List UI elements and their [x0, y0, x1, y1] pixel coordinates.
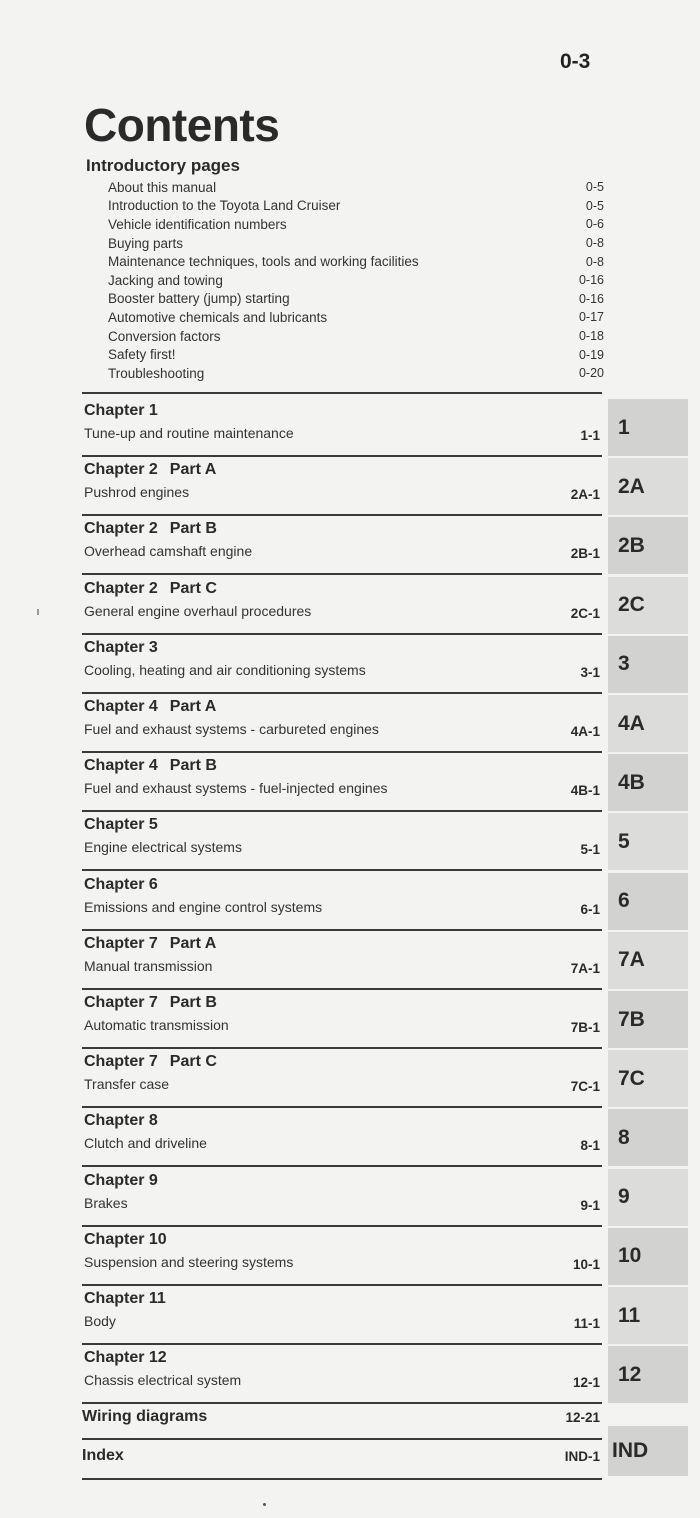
- chapter-number: Chapter 5: [84, 816, 158, 834]
- chapter-part: Part B: [169, 520, 217, 538]
- chapter-heading: [84, 935, 216, 953]
- thumb-tab[interactable]: [608, 1109, 688, 1166]
- chapter-number: Chapter 3: [84, 638, 158, 656]
- chapter-part: Part B: [169, 994, 217, 1011]
- print-speck: [37, 609, 39, 615]
- chapter-description: Transfer case: [84, 1076, 170, 1093]
- chapter-page: 7B-1: [570, 1020, 600, 1035]
- thumb-tab[interactable]: [608, 1169, 688, 1226]
- chapter-page: 6-1: [580, 901, 600, 917]
- chapter-row[interactable]: [82, 694, 602, 753]
- intro-item-label: Conversion factors: [108, 328, 221, 344]
- intro-list: [108, 178, 604, 383]
- intro-item[interactable]: [108, 271, 604, 290]
- chapter-number: Chapter 10: [84, 1230, 167, 1248]
- chapter-heading: [84, 1231, 167, 1249]
- index-row[interactable]: [82, 1445, 602, 1475]
- chapter-number: Chapter 4: [84, 698, 158, 715]
- thumb-tab-label: 10: [618, 1244, 642, 1268]
- chapter-heading: [84, 757, 217, 775]
- chapter-page: 7A-1: [570, 960, 600, 976]
- chapter-row[interactable]: [82, 516, 602, 575]
- chapter-row[interactable]: [82, 1049, 602, 1108]
- chapter-heading: [84, 402, 158, 420]
- chapter-description: Overhead camshaft engine: [84, 543, 253, 560]
- chapter-heading: [84, 520, 217, 538]
- chapter-page: 11-1: [573, 1316, 600, 1331]
- chapter-row[interactable]: [82, 990, 602, 1049]
- thumb-tab-label: 2C: [618, 593, 645, 617]
- chapter-description: Cooling, heating and air conditioning systems: [84, 661, 366, 678]
- intro-item-page: 0-20: [578, 366, 604, 381]
- intro-item-page: 0-8: [585, 236, 604, 251]
- chapter-number: Chapter 12: [84, 1349, 167, 1367]
- chapter-heading: [84, 876, 158, 894]
- thumb-tab[interactable]: [608, 813, 688, 870]
- chapter-number: Chapter 9: [84, 1171, 158, 1189]
- intro-item-label: Buying parts: [108, 235, 184, 251]
- chapter-page: 3-1: [580, 664, 600, 680]
- intro-item-page: 0-8: [585, 254, 604, 269]
- chapter-row[interactable]: [82, 872, 602, 931]
- chapter-description: Pushrod engines: [84, 484, 190, 501]
- chapter-number: Chapter 7: [84, 934, 158, 952]
- chapter-page: 7C-1: [570, 1079, 600, 1095]
- chapter-heading: [84, 1172, 158, 1190]
- chapter-number: Chapter 2: [84, 461, 158, 479]
- intro-item-page: 0-19: [578, 347, 604, 362]
- chapter-row[interactable]: [82, 812, 602, 871]
- chapter-row[interactable]: [82, 1286, 602, 1345]
- chapter-page: 4B-1: [570, 783, 600, 799]
- thumb-tab[interactable]: [608, 754, 688, 811]
- intro-item-page: 0-16: [578, 291, 604, 306]
- chapter-row[interactable]: [82, 753, 602, 812]
- chapter-row[interactable]: [82, 931, 602, 990]
- chapter-heading: [84, 816, 158, 834]
- chapter-number: Chapter 7: [84, 994, 158, 1011]
- intro-item-label: Booster battery (jump) starting: [108, 291, 290, 307]
- chapter-heading: [84, 461, 216, 479]
- index-page: IND-1: [564, 1449, 600, 1465]
- thumb-tab[interactable]: [608, 517, 688, 574]
- thumb-tab[interactable]: [608, 991, 688, 1048]
- chapter-description: Tune-up and routine maintenance: [84, 425, 294, 441]
- chapter-description: Manual transmission: [84, 957, 213, 974]
- chapter-page: 1-1: [580, 428, 600, 443]
- intro-divider: [82, 392, 602, 394]
- intro-item[interactable]: [108, 308, 604, 327]
- chapter-heading: [84, 1290, 166, 1308]
- intro-item-label: About this manual: [108, 179, 217, 195]
- intro-item-label: Vehicle identification numbers: [108, 216, 287, 232]
- chapter-page: 8-1: [580, 1138, 600, 1154]
- intro-item-label: Troubleshooting: [108, 365, 205, 381]
- chapter-description: Fuel and exhaust systems - carbureted engines: [84, 721, 379, 737]
- index-label: Index: [82, 1447, 124, 1465]
- chapter-description: Fuel and exhaust systems - fuel-injected engines: [84, 780, 388, 797]
- chapter-number: Chapter 8: [84, 1112, 158, 1130]
- intro-item[interactable]: [108, 290, 604, 309]
- chapter-number: Chapter 2: [84, 520, 158, 538]
- chapter-description: Chassis electrical system: [84, 1372, 242, 1389]
- intro-item-label: Safety first!: [108, 347, 176, 363]
- chapter-number: Chapter 6: [84, 875, 158, 893]
- intro-item-page: 0-16: [578, 273, 604, 288]
- intro-item[interactable]: [108, 178, 604, 197]
- chapter-part: Part A: [169, 461, 217, 479]
- thumb-tab-label: 5: [618, 829, 630, 853]
- intro-item[interactable]: [108, 364, 604, 383]
- chapter-row[interactable]: [82, 398, 602, 457]
- chapter-heading: [84, 1349, 167, 1367]
- thumb-tab-label: 7B: [618, 1007, 645, 1031]
- thumb-tab-label: 1: [618, 415, 630, 439]
- intro-item-label: Introduction to the Toyota Land Cruiser: [108, 198, 341, 214]
- chapter-heading: [84, 1112, 158, 1130]
- chapter-number: Chapter 7: [84, 1053, 158, 1071]
- page-number: 0-3: [560, 50, 591, 73]
- thumb-tab-label: IND: [612, 1439, 649, 1463]
- chapter-number: Chapter 4: [84, 757, 158, 775]
- thumb-tab[interactable]: [608, 458, 688, 515]
- thumb-tab-label: 4B: [618, 770, 645, 794]
- thumb-tab-index[interactable]: [608, 1426, 688, 1476]
- chapter-page: 10-1: [572, 1256, 600, 1272]
- intro-item-page: 0-6: [585, 217, 604, 232]
- intro-item-label: Maintenance techniques, tools and working facilities: [108, 254, 419, 270]
- chapter-row[interactable]: [82, 457, 602, 516]
- thumb-tab-label: 8: [618, 1125, 630, 1149]
- wiring-page: 12-21: [565, 1410, 600, 1426]
- chapter-page: 2C-1: [570, 605, 600, 621]
- chapter-description: Emissions and engine control systems: [84, 898, 323, 915]
- thumb-tab[interactable]: [608, 577, 688, 634]
- chapter-row[interactable]: [82, 576, 602, 635]
- thumb-tab-label: 9: [618, 1185, 630, 1209]
- chapter-page: 2B-1: [570, 546, 600, 562]
- thumb-tab-label: 4A: [618, 711, 645, 735]
- chapter-part: Part C: [169, 579, 217, 597]
- chapter-heading: [84, 1053, 217, 1071]
- chapter-description: Suspension and steering systems: [84, 1253, 294, 1270]
- index-divider: [82, 1478, 602, 1480]
- thumb-tab-label: 3: [618, 652, 630, 676]
- intro-item[interactable]: [108, 215, 604, 234]
- intro-heading: Introductory pages: [86, 156, 240, 175]
- chapter-part: Part B: [169, 757, 217, 775]
- thumb-tab[interactable]: [608, 1287, 688, 1344]
- intro-item-label: Jacking and towing: [108, 272, 223, 288]
- chapter-row[interactable]: [82, 1108, 602, 1167]
- chapter-number: Chapter 2: [84, 579, 158, 597]
- print-speck: [263, 1503, 266, 1506]
- thumb-tab[interactable]: [608, 1050, 688, 1107]
- chapter-heading: [84, 698, 216, 716]
- chapter-number: Chapter 11: [84, 1290, 166, 1307]
- chapter-row[interactable]: [82, 1227, 602, 1286]
- thumb-tab[interactable]: [608, 636, 688, 693]
- page-title: Contents: [84, 99, 280, 151]
- chapter-description: Clutch and driveline: [84, 1135, 207, 1152]
- intro-item[interactable]: [108, 327, 604, 346]
- chapter-part: Part A: [169, 698, 217, 715]
- thumb-tab-label: 11: [618, 1303, 641, 1327]
- wiring-divider: [82, 1438, 602, 1440]
- chapter-number: Chapter 1: [84, 402, 158, 419]
- thumb-tab-label: 12: [618, 1362, 642, 1386]
- thumb-tab-label: 2A: [618, 474, 645, 498]
- intro-item[interactable]: [108, 197, 604, 216]
- thumb-tab[interactable]: [608, 932, 688, 989]
- chapter-row[interactable]: [82, 1345, 602, 1404]
- thumb-tab[interactable]: [608, 695, 688, 752]
- chapter-page: 2A-1: [570, 487, 600, 503]
- chapter-part: Part A: [169, 934, 217, 952]
- chapter-description: Automatic transmission: [84, 1017, 229, 1033]
- chapter-page: 4A-1: [570, 724, 600, 739]
- intro-item[interactable]: [108, 252, 604, 271]
- intro-item-page: 0-5: [585, 198, 604, 213]
- chapter-page: 12-1: [572, 1375, 600, 1391]
- chapter-row[interactable]: [82, 635, 602, 694]
- chapter-heading: [84, 994, 217, 1012]
- thumb-tab[interactable]: [608, 1228, 688, 1285]
- thumb-tab-label: 7A: [618, 948, 645, 972]
- chapter-heading: [84, 580, 217, 598]
- thumb-tab[interactable]: [608, 873, 688, 930]
- chapter-part: Part C: [169, 1053, 217, 1071]
- wiring-row[interactable]: [82, 1406, 602, 1436]
- wiring-label: Wiring diagrams: [82, 1408, 208, 1426]
- thumb-tab-label: 7C: [618, 1066, 645, 1090]
- chapter-page: 9-1: [580, 1197, 600, 1213]
- chapter-description: Brakes: [84, 1194, 128, 1211]
- chapter-row[interactable]: [82, 1168, 602, 1227]
- intro-item[interactable]: [108, 234, 604, 253]
- intro-item-page: 0-17: [578, 310, 604, 325]
- intro-item-page: 0-18: [578, 329, 604, 344]
- thumb-tab[interactable]: [608, 1346, 688, 1403]
- thumb-tab-strip: [608, 398, 688, 1476]
- thumb-tab-label: 2B: [618, 533, 645, 557]
- thumb-tab-label: 6: [618, 889, 630, 913]
- intro-item-label: Automotive chemicals and lubricants: [108, 309, 328, 325]
- thumb-tab[interactable]: [608, 399, 688, 456]
- chapter-heading: [84, 639, 158, 657]
- chapter-page: 5-1: [580, 842, 600, 858]
- intro-item-page: 0-5: [585, 180, 604, 195]
- chapter-divider: [82, 1402, 602, 1404]
- chapter-description: Body: [84, 1313, 116, 1329]
- chapter-description: Engine electrical systems: [84, 839, 242, 856]
- intro-item[interactable]: [108, 345, 604, 364]
- chapter-description: General engine overhaul procedures: [84, 602, 312, 619]
